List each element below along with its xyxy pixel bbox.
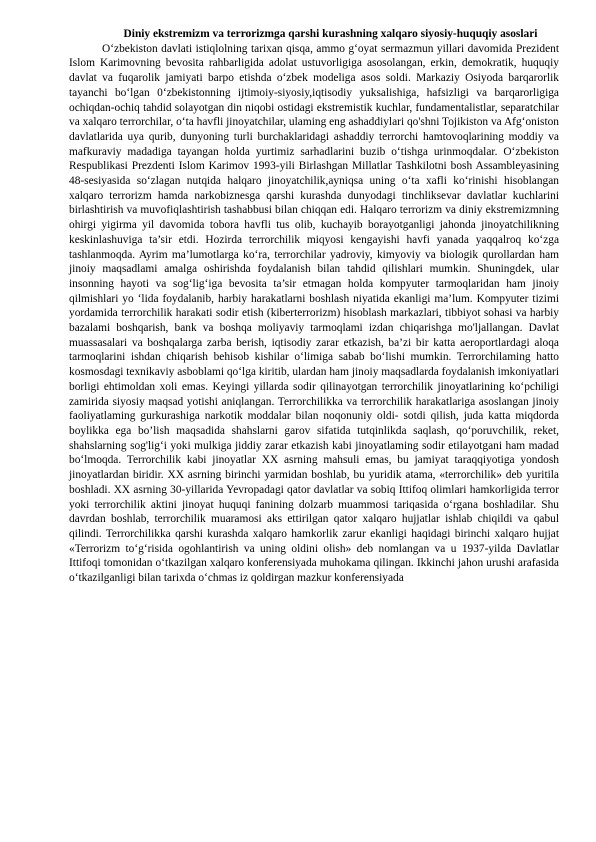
document-title: Diniy ekstremizm va terrorizmga qarshi kurashning xalqaro siyosiy-huquqiy asoslari <box>123 28 538 40</box>
document-content <box>69 27 559 586</box>
document-paragraph: O‘zbekiston davlati istiqlolning tarixan qisqa, ammo g‘oyat sermazmun yillari davomida Prezident Islom Karimovning bevosita rahbarligida adolat ustuvorligiga asosolangan, erkin, demokratik, huquqiy davlat va fuqarolik jamiyati barpo etishda o‘zbek modeliga asos soldi. Markaziy Osiyoda barqarorlik tayanchi bo‘lgan 0‘zbekistonning ijtimoiy-siyosiy,iqtisodiy yuksalishiga, hafsizligi va barqarorligiga ochiqdan-ochiq tahdid solayotgan din niqobi ostidagi ekstremistik kuchlar, fundamentalistlar, separatchilar va xalqaro terrorchilar, o‘ta havfli jinoyatchilar, ulaming eng ashaddiylari qo'shni Tojikiston va Afg‘oniston davlatlarida uya qurib, dunyoning turli burchaklaridagi ashaddiy terrorchi hamtovoqlarining moddiy va mafkuraviy madadiga tayangan holda yurtimiz sarhadlarini buzib o‘tishga urinmoqdalar. O‘zbekiston Respublikasi Prezdenti Islom Karimov 1993-yili Birlashgan Millatlar Tashkilotni bosh Assambleyasining 48-sesiyasida so‘zlagan nutqida halqaro jinoyatchilik,ayniqsa uning o‘ta xafli ko‘rinishi hisoblangan xalqaro terrorizm hamda narkobiznesga qarshi kurashda dunyodagi tinchliksevar davlatlar kuchlarini birlashtirish va muvofiqlashtirish tashabbusi bilan chiqqan edi. Halqaro terrorizm va diniy ekstremizmning ohirgi yigirma yil davomida tobora havfli tus olib, kuchayib borayotganligi jahonda jinoyatchilikning keskinlashuviga ta’sir etdi. Hozirda terrorchilik miqyosi kengayishi havfi yanada yaqqalroq ko‘zga tashlanmoqda. Ayrim ma’lumotlarga ko‘ra, terrorchilar yadroviy, kimyoviy va biologik qurollardan ham jinoiy maqsadlami amalga oshirishda foydalanish bilan tahdid qilishlari mumkin. Shuningdek, ular insonning hayoti va sog‘lig‘iga bevosita ta’sir etmagan holda kompyuter tarmoqlaridan ham jinoiy qilmishlari yo ‘lida foydalanib, harbiy harakatlarni boshlash niyatida ekanligi ma’lum. Kompyuter tizimi yordamida terrorchilik harakati sodir etish (kiberterrorizm) hisoblash markazlari, tibbiyot sohasi va harbiy bazalami boshqarish, bank va boshqa moliyaviy tarmoqlami izdan chiqarishga mo'ljallangan. Davlat muassasalari va boshqalarga zarba berish, iqtisodiy zarar etkazish, ba’zi bir katta aeroportlardagi aloqa tarmoqlarini ishdan chiqarish behisob kishilar o‘limiga sabab bo‘lishi mumkin. Terrorchilaming hatto kosmosdagi texnikaviy asboblami qo‘lga kiritib, ulardan ham jinoiy maqsadlarda foydalanish imkoniyatlari borligi ehtimoldan xoli emas. Keyingi yillarda sodir qilinayotgan terrorchilik jinoyatlarining ko‘pchiligi zamirida siyosiy maqsad yotishi aniqlangan. Terrorchilikka va terrorchilik harakatlariga asoslangan jinoiy faoliyatlaming gurkurashiga narkotik moddalar bilan noqonuniy oldi- sotdi qilish, juda katta miqdorda boylikka ega bo’lish maqsadida shahslarni garov sifatida tutqinlikda saqlash, qo‘poruvchilik, reket, shahslarning sog'lig‘i yoki mulkiga jiddiy zarar etkazish kabi jinoyatlaming sodir etilayotgani ham madad bo‘lmoqda. Terrorchilik kabi jinoyatlar XX asrning mahsuli emas, bu jamiyat taraqqiyotiga yondosh jinoyatlardan biridir. XX asrning birinchi yarmidan boshlab, bu yuridik atama, «terrorchilik» deb yuritila boshladi. XX asrning 30-yillarida Yevropadagi qator davlatlar va sobiq Ittifoq olimlari hamkorligida terror yoki terrorchilik aktini jinoyat huquqi fanining dolzarb muammosi tariqasida o‘rgana boshladilar. Shu davrdan boshlab, terrorchilik muaramosi aks ettirilgan qator xalqaro hujjatlar ishlab chiqildi va qabul qilindi. Terrorchilikka qarshi kurashda xalqaro hamkorlik zarur ekanligi haqidagi birinchi xalqaro hujjat «Terrorizm to‘g‘risida ogohlantirish va uning oldini olish» deb nomlangan va u 1937-yilda Davlatlar Ittifoqi tomonidan o‘tkazilgan xalqaro konferensiyada muhokama qilingan. Ikkinchi jahon urushi arafasida o‘tkazilganligi bilan tarixda o‘chmas iz qoldirgan mazkur konferensiyada <box>69 42 560 585</box>
